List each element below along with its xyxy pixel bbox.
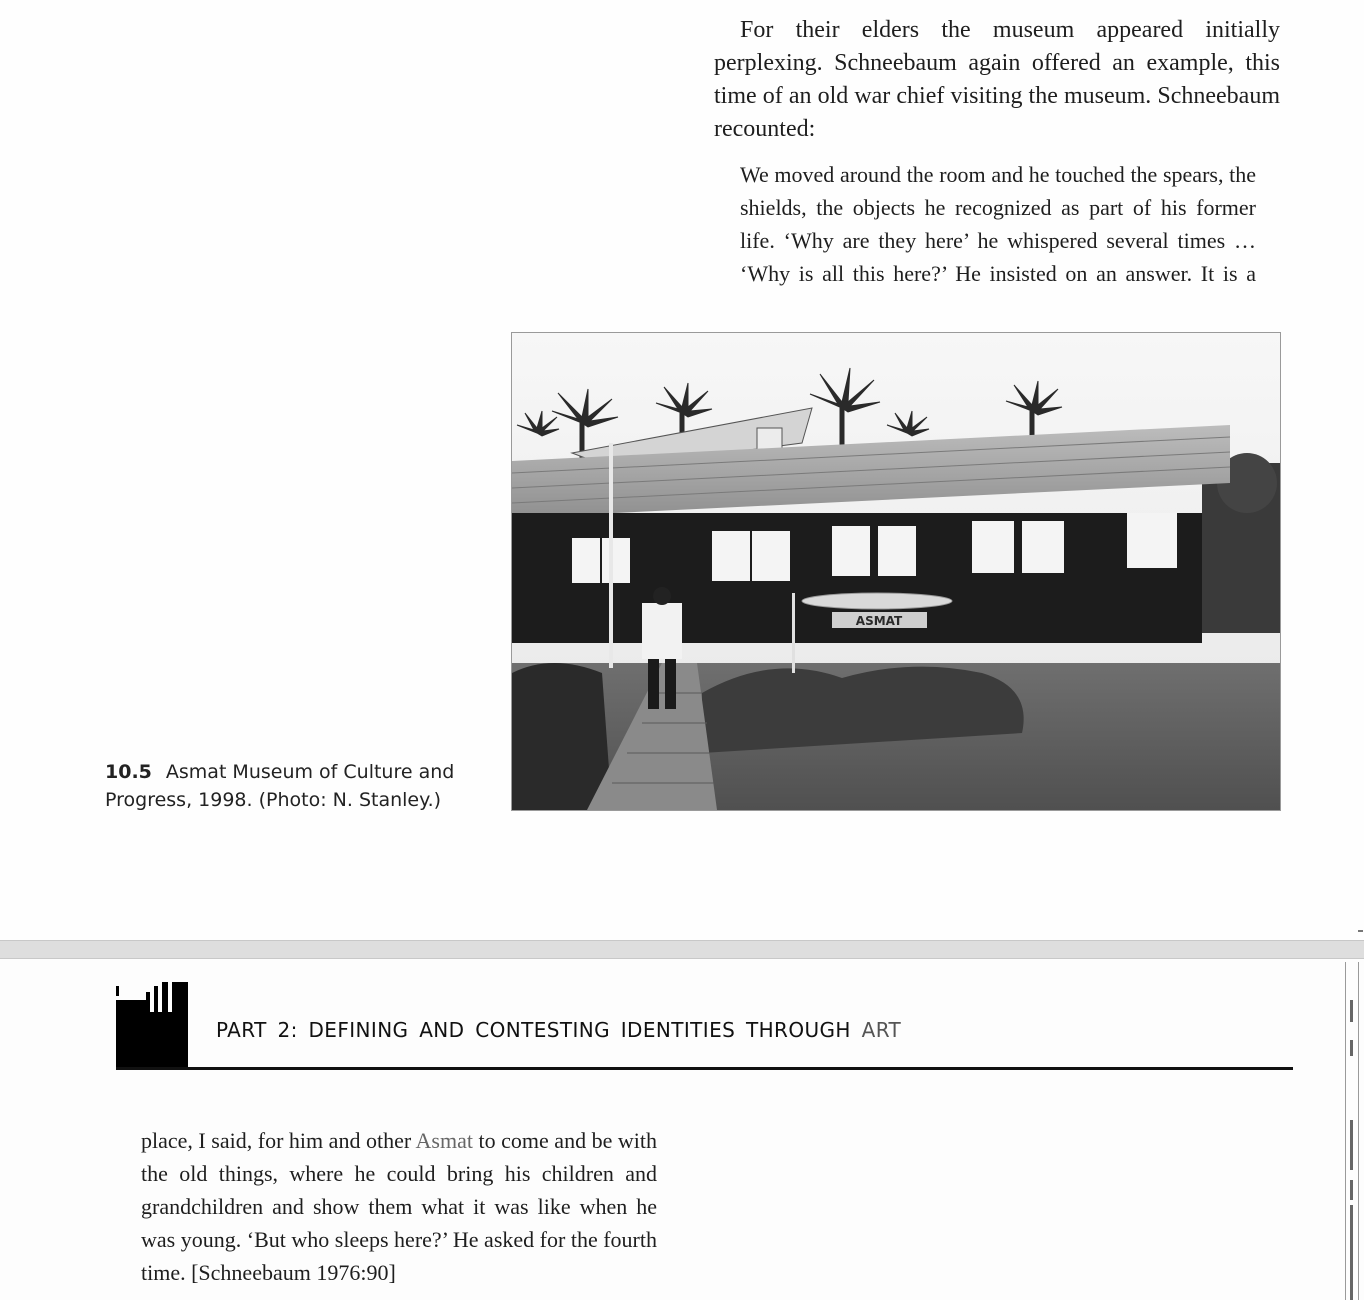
scroll-marker: [1350, 1120, 1353, 1170]
caption-text: Asmat Museum of Culture and Progress, 1998. (Photo: N. Stanley.): [105, 761, 455, 811]
part-header-emblem: [116, 982, 188, 1070]
asmat-sign: ASMAT: [855, 614, 903, 628]
running-head-art: ART: [861, 1018, 902, 1042]
museum-photo: [511, 332, 1281, 811]
emblem-figures-icon: [116, 982, 188, 1012]
scroll-marker: [1350, 1180, 1353, 1200]
quote-highlight-asmat: Asmat: [415, 1128, 473, 1153]
scroll-thumb[interactable]: [1350, 1205, 1353, 1300]
body-paragraph: For their elders the museum appeared initially perplexing. Schneebaum again offered an example, this time of an old war chief visiting the museum. Schneebaum recounted:: [714, 17, 1280, 142]
figure-number: 10.5: [105, 761, 152, 783]
running-head-main: PART 2: DEFINING AND CONTESTING IDENTITIES THROUGH: [216, 1018, 851, 1042]
quote-text-after: to come and be with the old things, where he could bring his children and grandchildren and show them what it was like when he was young. ‘But who sleeps here?’ He asked for the fourth time. [Schneebaum 1976:90]: [141, 1128, 658, 1285]
page-separator: [0, 940, 1364, 959]
header-rule: [116, 1067, 1293, 1070]
running-head: [216, 1018, 901, 1042]
scroll-marker: [1350, 1040, 1353, 1056]
quote-continuation: [141, 1124, 657, 1289]
quote-text-before: place, I said, for him and other: [141, 1128, 412, 1153]
scroll-marker: [1350, 1000, 1353, 1022]
figure-caption: [105, 758, 465, 814]
block-quote: We moved around the room and he touched the spears, the shields, the objects he recognized as part of his former life. ‘Why are they here’ he whispered several times … ‘Why is all this here?’ He insisted on an answer. It is a: [740, 162, 1256, 286]
edge-mark: [1358, 930, 1363, 932]
